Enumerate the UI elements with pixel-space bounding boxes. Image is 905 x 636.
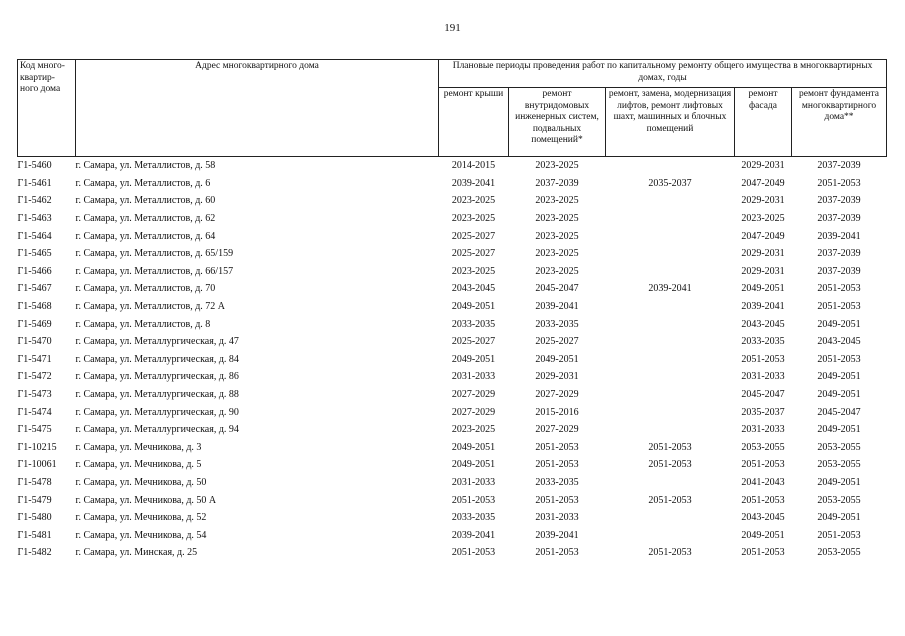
cell-roof: 2039-2041	[451, 529, 496, 541]
cell-address: г. Самара, ул. Металлистов, д. 58	[75, 160, 216, 172]
cell-facade: 2051-2053	[741, 353, 785, 365]
cell-roof: 2025-2027	[451, 248, 496, 260]
cell-address: г. Самара, ул. Металлистов, д. 72 А	[75, 301, 226, 313]
cell-lifts	[606, 315, 735, 333]
table-row	[18, 403, 887, 421]
cell-facade: 2053-2055	[741, 441, 785, 453]
cell-roof: 2049-2051	[451, 459, 496, 471]
cell-systems: 2023-2025	[535, 160, 579, 172]
cell-roof: 2027-2029	[451, 406, 496, 418]
cell-roof: 2014-2015	[451, 160, 496, 172]
cell-lifts	[606, 245, 735, 263]
cell-systems: 2051-2053	[535, 547, 579, 559]
capital-repair-table	[17, 59, 887, 562]
cell-systems: 2023-2025	[535, 248, 579, 260]
cell-code: Г1-5460	[17, 160, 52, 172]
cell-foundation: 2045-2047	[817, 406, 861, 418]
cell-code: Г1-5471	[17, 353, 52, 365]
cell-lifts	[606, 333, 735, 351]
table-row	[18, 439, 887, 457]
cell-address: г. Самара, ул. Металлистов, д. 6	[75, 177, 211, 189]
cell-foundation: 2049-2051	[817, 512, 861, 524]
cell-facade: 2029-2031	[741, 160, 785, 172]
table-row	[18, 421, 887, 439]
cell-roof: 2039-2041	[451, 177, 496, 189]
cell-facade: 2049-2051	[741, 283, 785, 295]
cell-roof: 2049-2051	[451, 353, 496, 365]
table-row	[18, 333, 887, 351]
table-row	[18, 192, 887, 210]
cell-code: Г1-5480	[17, 512, 52, 524]
cell-systems: 2037-2039	[535, 177, 579, 189]
cell-lifts: 2051-2053	[648, 547, 692, 559]
table-row	[18, 351, 887, 369]
cell-facade: 2039-2041	[741, 301, 785, 313]
cell-foundation: 2037-2039	[817, 265, 861, 277]
cell-roof: 2033-2035	[451, 512, 496, 524]
cell-address: г. Самара, ул. Металлистов, д. 62	[75, 213, 216, 225]
cell-facade: 2031-2033	[741, 371, 785, 383]
cell-lifts	[606, 368, 735, 386]
header-foundation: ремонт фундамента многоквартирного дома**	[792, 88, 887, 157]
cell-facade: 2023-2025	[741, 213, 785, 225]
cell-code: Г1-5472	[17, 371, 52, 383]
cell-systems: 2033-2035	[535, 318, 579, 330]
cell-lifts: 2051-2053	[648, 441, 692, 453]
cell-lifts	[606, 298, 735, 316]
cell-address: г. Самара, ул. Металлистов, д. 8	[75, 318, 211, 330]
cell-foundation: 2051-2053	[817, 283, 861, 295]
cell-code: Г1-5479	[17, 494, 52, 506]
cell-foundation: 2053-2055	[817, 459, 861, 471]
cell-foundation: 2049-2051	[817, 389, 861, 401]
header-address: Адрес многоквартирного дома	[76, 60, 439, 157]
cell-code: Г1-5481	[17, 529, 52, 541]
cell-systems: 2051-2053	[535, 441, 579, 453]
cell-address: г. Самара, ул. Металлургическая, д. 86	[75, 371, 239, 383]
cell-roof: 2023-2025	[451, 424, 496, 436]
cell-facade: 2051-2053	[741, 459, 785, 471]
table-row	[18, 368, 887, 386]
cell-roof: 2025-2027	[451, 230, 496, 242]
table-row	[18, 386, 887, 404]
table-body	[18, 157, 887, 562]
cell-foundation: 2053-2055	[817, 547, 861, 559]
table-row	[18, 315, 887, 333]
cell-roof: 2051-2053	[451, 547, 496, 559]
cell-systems: 2027-2029	[535, 424, 579, 436]
table-header	[18, 60, 887, 157]
cell-code: Г1-5473	[17, 389, 52, 401]
header-systems: ремонт внутридомовых инженерных систем, подвальных помещений*	[509, 88, 606, 157]
table-row	[18, 526, 887, 544]
cell-foundation: 2037-2039	[817, 160, 861, 172]
table-row	[18, 544, 887, 562]
cell-systems: 2033-2035	[535, 476, 579, 488]
cell-facade: 2029-2031	[741, 195, 785, 207]
cell-foundation: 2053-2055	[817, 441, 861, 453]
cell-address: г. Самара, ул. Минская, д. 25	[75, 547, 198, 559]
table-row	[18, 509, 887, 527]
cell-address: г. Самара, ул. Мечникова, д. 5	[75, 459, 202, 471]
cell-address: г. Самара, ул. Металлургическая, д. 90	[75, 406, 239, 418]
cell-code: Г1-5463	[17, 213, 52, 225]
cell-foundation: 2049-2051	[817, 318, 861, 330]
cell-roof: 2027-2029	[451, 389, 496, 401]
cell-foundation: 2051-2053	[817, 353, 861, 365]
header-lifts: ремонт, замена, модернизация лифтов, ремонт лифтовых шахт, машинных и блочных помещений	[606, 88, 735, 157]
cell-foundation: 2037-2039	[817, 248, 861, 260]
cell-roof: 2051-2053	[451, 494, 496, 506]
cell-facade: 2051-2053	[741, 547, 785, 559]
cell-facade: 2043-2045	[741, 318, 785, 330]
table-row	[18, 491, 887, 509]
cell-address: г. Самара, ул. Мечникова, д. 52	[75, 512, 207, 524]
cell-foundation: 2039-2041	[817, 230, 861, 242]
cell-systems: 2023-2025	[535, 195, 579, 207]
cell-code: Г1-5464	[17, 230, 52, 242]
cell-code: Г1-10215	[17, 441, 57, 453]
cell-code: Г1-5474	[17, 406, 52, 418]
cell-address: г. Самара, ул. Металлистов, д. 64	[75, 230, 216, 242]
cell-lifts	[606, 474, 735, 492]
cell-code: Г1-5478	[17, 476, 52, 488]
cell-code: Г1-5475	[17, 424, 52, 436]
cell-roof: 2043-2045	[451, 283, 496, 295]
cell-lifts	[606, 263, 735, 281]
cell-code: Г1-5482	[17, 547, 52, 559]
table-row	[18, 263, 887, 281]
cell-foundation: 2049-2051	[817, 476, 861, 488]
cell-lifts	[606, 351, 735, 369]
cell-lifts	[606, 403, 735, 421]
cell-code: Г1-5470	[17, 336, 52, 348]
header-code: Код много-квартир-ного дома	[18, 60, 76, 157]
cell-lifts: 2035-2037	[648, 177, 692, 189]
cell-lifts	[606, 509, 735, 527]
cell-code: Г1-5466	[17, 265, 52, 277]
cell-systems: 2025-2027	[535, 336, 579, 348]
cell-address: г. Самара, ул. Металлургическая, д. 47	[75, 336, 239, 348]
cell-systems: 2015-2016	[535, 406, 579, 418]
cell-facade: 2049-2051	[741, 529, 785, 541]
cell-systems: 2049-2051	[535, 353, 579, 365]
cell-address: г. Самара, ул. Металлистов, д. 60	[75, 195, 216, 207]
cell-foundation: 2051-2053	[817, 177, 861, 189]
table-row	[18, 175, 887, 193]
cell-code: Г1-5462	[17, 195, 52, 207]
table-row	[18, 245, 887, 263]
cell-systems: 2027-2029	[535, 389, 579, 401]
cell-address: г. Самара, ул. Мечникова, д. 3	[75, 441, 202, 453]
cell-systems: 2031-2033	[535, 512, 579, 524]
table-row	[18, 227, 887, 245]
cell-address: г. Самара, ул. Металлистов, д. 65/159	[75, 248, 234, 260]
cell-lifts: 2039-2041	[648, 283, 692, 295]
cell-lifts	[606, 192, 735, 210]
cell-systems: 2023-2025	[535, 265, 579, 277]
cell-roof: 2023-2025	[451, 265, 496, 277]
cell-address: г. Самара, ул. Мечникова, д. 54	[75, 529, 207, 541]
cell-address: г. Самара, ул. Металлистов, д. 70	[75, 283, 216, 295]
cell-foundation: 2043-2045	[817, 336, 861, 348]
cell-address: г. Самара, ул. Мечникова, д. 50	[75, 476, 207, 488]
cell-facade: 2031-2033	[741, 424, 785, 436]
cell-foundation: 2051-2053	[817, 529, 861, 541]
cell-roof: 2031-2033	[451, 371, 496, 383]
cell-lifts	[606, 526, 735, 544]
cell-roof: 2049-2051	[451, 301, 496, 313]
cell-lifts: 2051-2053	[648, 459, 692, 471]
cell-systems: 2039-2041	[535, 301, 579, 313]
cell-code: Г1-5467	[17, 283, 52, 295]
cell-facade: 2029-2031	[741, 248, 785, 260]
cell-systems: 2023-2025	[535, 213, 579, 225]
cell-code: Г1-5465	[17, 248, 52, 260]
cell-facade: 2045-2047	[741, 389, 785, 401]
cell-lifts	[606, 210, 735, 228]
cell-code: Г1-5468	[17, 301, 52, 313]
cell-address: г. Самара, ул. Мечникова, д. 50 А	[75, 494, 217, 506]
cell-roof: 2049-2051	[451, 441, 496, 453]
cell-facade: 2041-2043	[741, 476, 785, 488]
table-row	[18, 474, 887, 492]
header-facade: ремонт фасада	[735, 88, 792, 157]
cell-lifts	[606, 386, 735, 404]
cell-address: г. Самара, ул. Металлургическая, д. 88	[75, 389, 239, 401]
cell-address: г. Самара, ул. Металлургическая, д. 94	[75, 424, 239, 436]
cell-roof: 2031-2033	[451, 476, 496, 488]
table-row	[18, 456, 887, 474]
cell-systems: 2051-2053	[535, 494, 579, 506]
cell-facade: 2051-2053	[741, 494, 785, 506]
cell-foundation: 2053-2055	[817, 494, 861, 506]
cell-facade: 2047-2049	[741, 177, 785, 189]
cell-lifts	[606, 421, 735, 439]
header-roof: ремонт крыши	[439, 88, 509, 157]
cell-foundation: 2049-2051	[817, 371, 861, 383]
header-periods: Плановые периоды проведения работ по капитальному ремонту общего имущества в многоквартирных домах, годы	[439, 60, 887, 88]
cell-roof: 2033-2035	[451, 318, 496, 330]
cell-facade: 2033-2035	[741, 336, 785, 348]
cell-address: г. Самара, ул. Металлургическая, д. 84	[75, 353, 239, 365]
cell-systems: 2045-2047	[535, 283, 579, 295]
cell-facade: 2047-2049	[741, 230, 785, 242]
cell-systems: 2023-2025	[535, 230, 579, 242]
cell-code: Г1-5461	[17, 177, 52, 189]
cell-systems: 2029-2031	[535, 371, 579, 383]
cell-foundation: 2051-2053	[817, 301, 861, 313]
cell-foundation: 2049-2051	[817, 424, 861, 436]
cell-facade: 2043-2045	[741, 512, 785, 524]
cell-lifts	[606, 227, 735, 245]
table-row	[18, 157, 887, 175]
table-row	[18, 210, 887, 228]
cell-facade: 2029-2031	[741, 265, 785, 277]
table-row	[18, 298, 887, 316]
page-number: 191	[444, 22, 461, 34]
cell-roof: 2025-2027	[451, 336, 496, 348]
cell-lifts: 2051-2053	[648, 494, 692, 506]
cell-foundation: 2037-2039	[817, 213, 861, 225]
cell-code: Г1-5469	[17, 318, 52, 330]
cell-roof: 2023-2025	[451, 195, 496, 207]
cell-systems: 2051-2053	[535, 459, 579, 471]
cell-roof: 2023-2025	[451, 213, 496, 225]
cell-address: г. Самара, ул. Металлистов, д. 66/157	[75, 265, 234, 277]
cell-lifts	[606, 157, 735, 175]
cell-code: Г1-10061	[17, 459, 57, 471]
cell-foundation: 2037-2039	[817, 195, 861, 207]
cell-facade: 2035-2037	[741, 406, 785, 418]
table-row	[18, 280, 887, 298]
cell-systems: 2039-2041	[535, 529, 579, 541]
